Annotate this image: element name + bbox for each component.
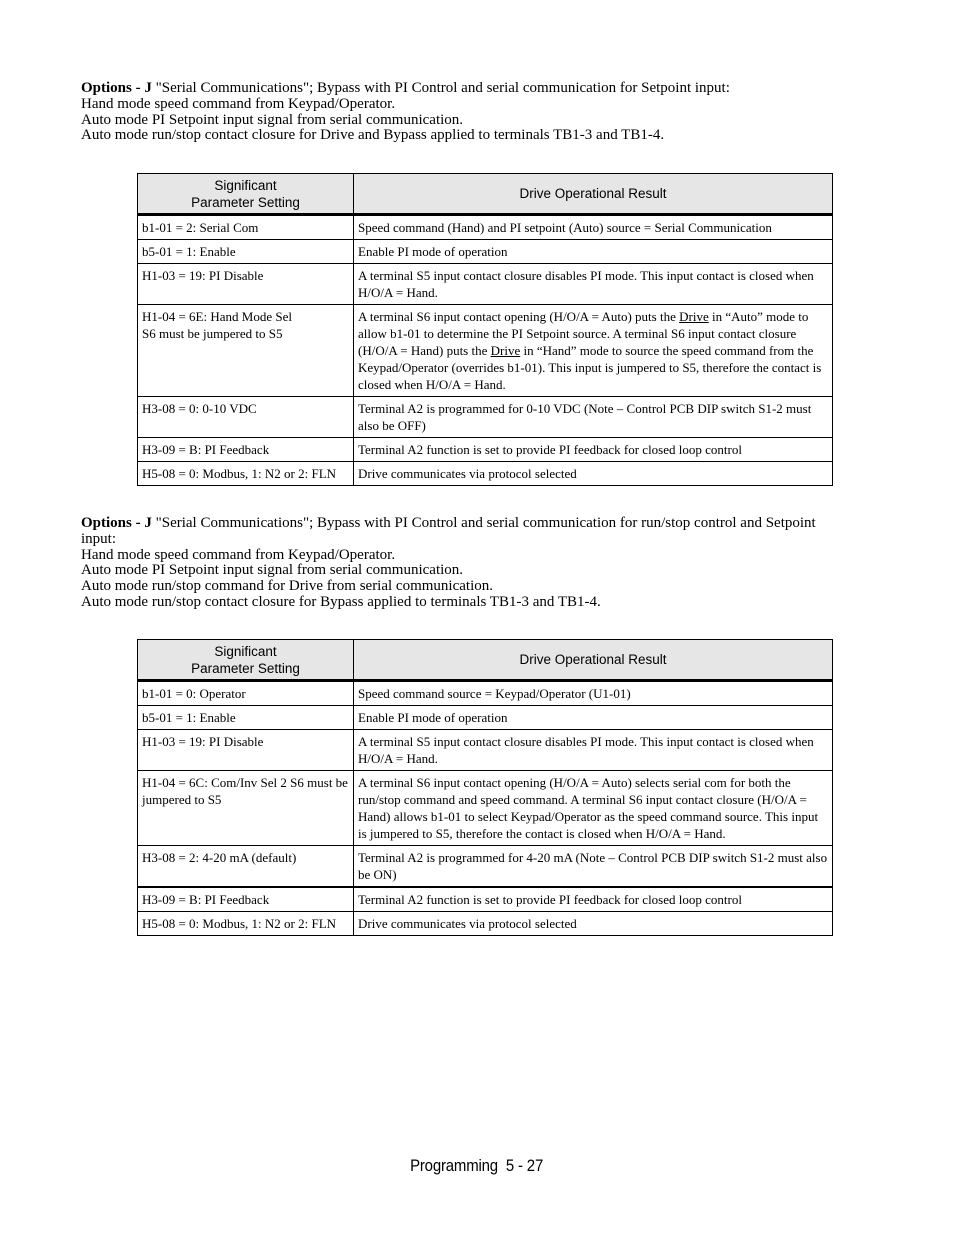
header-parameter-setting: Significant Parameter Setting	[138, 640, 354, 681]
param-cell: H3-09 = B: PI Feedback	[138, 438, 354, 462]
intro-line: Auto mode PI Setpoint input signal from serial communication.	[81, 111, 464, 128]
table-row	[138, 397, 833, 438]
param-cell: H5-08 = 0: Modbus, 1: N2 or 2: FLN	[138, 462, 354, 486]
table-row	[138, 305, 833, 397]
table-row	[138, 240, 833, 264]
table-row	[138, 438, 833, 462]
section-2-intro	[81, 516, 831, 611]
options-lead: Options - J	[81, 515, 152, 531]
result-cell: Terminal A2 is programmed for 0-10 VDC (Note – Control PCB DIP switch S1-2 must also be OFF)	[354, 397, 833, 438]
param-cell: H1-04 = 6E: Hand Mode Sel S6 must be jumpered to S5	[138, 305, 354, 397]
intro-line: Hand mode speed command from Keypad/Operator.	[81, 546, 396, 563]
intro-line: Auto mode run/stop contact closure for Drive and Bypass applied to terminals TB1-3 and TB1-4.	[81, 127, 665, 144]
param-cell: b5-01 = 1: Enable	[138, 240, 354, 264]
param-cell: H3-08 = 0: 0-10 VDC	[138, 397, 354, 438]
result-cell: Enable PI mode of operation	[354, 706, 833, 730]
header-drive-result: Drive Operational Result	[354, 174, 833, 215]
page-number: Programming 5 - 27	[410, 1156, 544, 1175]
drive-underlined: Drive	[490, 343, 521, 358]
result-cell: Terminal A2 function is set to provide PI feedback for closed loop control	[354, 438, 833, 462]
table-row	[138, 215, 833, 240]
param-cell: H1-03 = 19: PI Disable	[138, 264, 354, 305]
param-cell: b5-01 = 1: Enable	[138, 706, 354, 730]
intro-line: Auto mode run/stop contact closure for Bypass applied to terminals TB1-3 and TB1-4.	[81, 593, 601, 610]
parameter-table-2	[137, 639, 833, 936]
table-row	[138, 887, 833, 912]
param-cell: H5-08 = 0: Modbus, 1: N2 or 2: FLN	[138, 912, 354, 936]
table-row	[138, 462, 833, 486]
result-cell: Drive communicates via protocol selected	[354, 462, 833, 486]
result-cell: A terminal S5 input contact closure disables PI mode. This input contact is closed when H/O/A = Hand.	[354, 264, 833, 305]
table-row	[138, 706, 833, 730]
result-cell: Drive communicates via protocol selected	[354, 912, 833, 936]
drive-underlined: Drive	[679, 309, 709, 324]
page-footer	[0, 1156, 954, 1176]
table-row	[138, 912, 833, 936]
table-row	[138, 681, 833, 706]
result-cell: A terminal S6 input contact opening (H/O/A = Auto) puts the Drive in “Auto” mode to allow b1-01 to determine the PI Setpoint source. A terminal S6 input contact closure (H/O/A = Hand) puts the Drive in “Hand” mode to source the speed command from the Keypad/Operator (overrides b1-01). This input is jumpered to S5, therefore the contact is closed when H/O/A = Hand.	[354, 305, 833, 397]
table-header-row	[138, 640, 833, 681]
param-cell: H3-08 = 2: 4-20 mA (default)	[138, 846, 354, 888]
result-cell: Speed command source = Keypad/Operator (U1-01)	[354, 681, 833, 706]
table-row	[138, 264, 833, 305]
header-parameter-setting: Significant Parameter Setting	[138, 174, 354, 215]
result-cell: Speed command (Hand) and PI setpoint (Auto) source = Serial Communication	[354, 215, 833, 240]
param-cell: H1-03 = 19: PI Disable	[138, 730, 354, 771]
param-cell: b1-01 = 2: Serial Com	[138, 215, 354, 240]
intro-line: Hand mode speed command from Keypad/Operator.	[81, 95, 396, 112]
param-cell: b1-01 = 0: Operator	[138, 681, 354, 706]
intro-line: Auto mode PI Setpoint input signal from serial communication.	[81, 562, 464, 579]
param-cell: H3-09 = B: PI Feedback	[138, 887, 354, 912]
section-1-intro	[81, 81, 831, 144]
param-cell: H1-04 = 6C: Com/Inv Sel 2 S6 must be jumpered to S5	[138, 771, 354, 846]
intro-line: Options - J "Serial Communications"; Bypass with PI Control and serial communication for run/stop control and Setpoint input:	[81, 515, 816, 547]
result-cell: A terminal S6 input contact opening (H/O/A = Auto) selects serial com for both the run/stop command and speed command. A terminal S6 input contact closure (H/O/A = Hand) allows b1-01 to select Keypad/Operator as the speed command source. This input is jumpered to S5, therefore the contact is closed when H/O/A = Hand.	[354, 771, 833, 846]
header-drive-result: Drive Operational Result	[354, 640, 833, 681]
result-cell: Terminal A2 function is set to provide PI feedback for closed loop control	[354, 887, 833, 912]
result-cell: Terminal A2 is programmed for 4-20 mA (Note – Control PCB DIP switch S1-2 must also be ON)	[354, 846, 833, 888]
options-lead: Options - J	[81, 80, 152, 96]
table-row	[138, 730, 833, 771]
intro-line: Auto mode run/stop command for Drive from serial communication.	[81, 578, 493, 595]
table-row	[138, 771, 833, 846]
result-cell: Enable PI mode of operation	[354, 240, 833, 264]
table-header-row	[138, 174, 833, 215]
parameter-table-1	[137, 173, 833, 486]
intro-line: Options - J "Serial Communications"; Bypass with PI Control and serial communication for Setpoint input:	[81, 80, 730, 96]
result-cell: A terminal S5 input contact closure disables PI mode. This input contact is closed when H/O/A = Hand.	[354, 730, 833, 771]
table-row	[138, 846, 833, 888]
